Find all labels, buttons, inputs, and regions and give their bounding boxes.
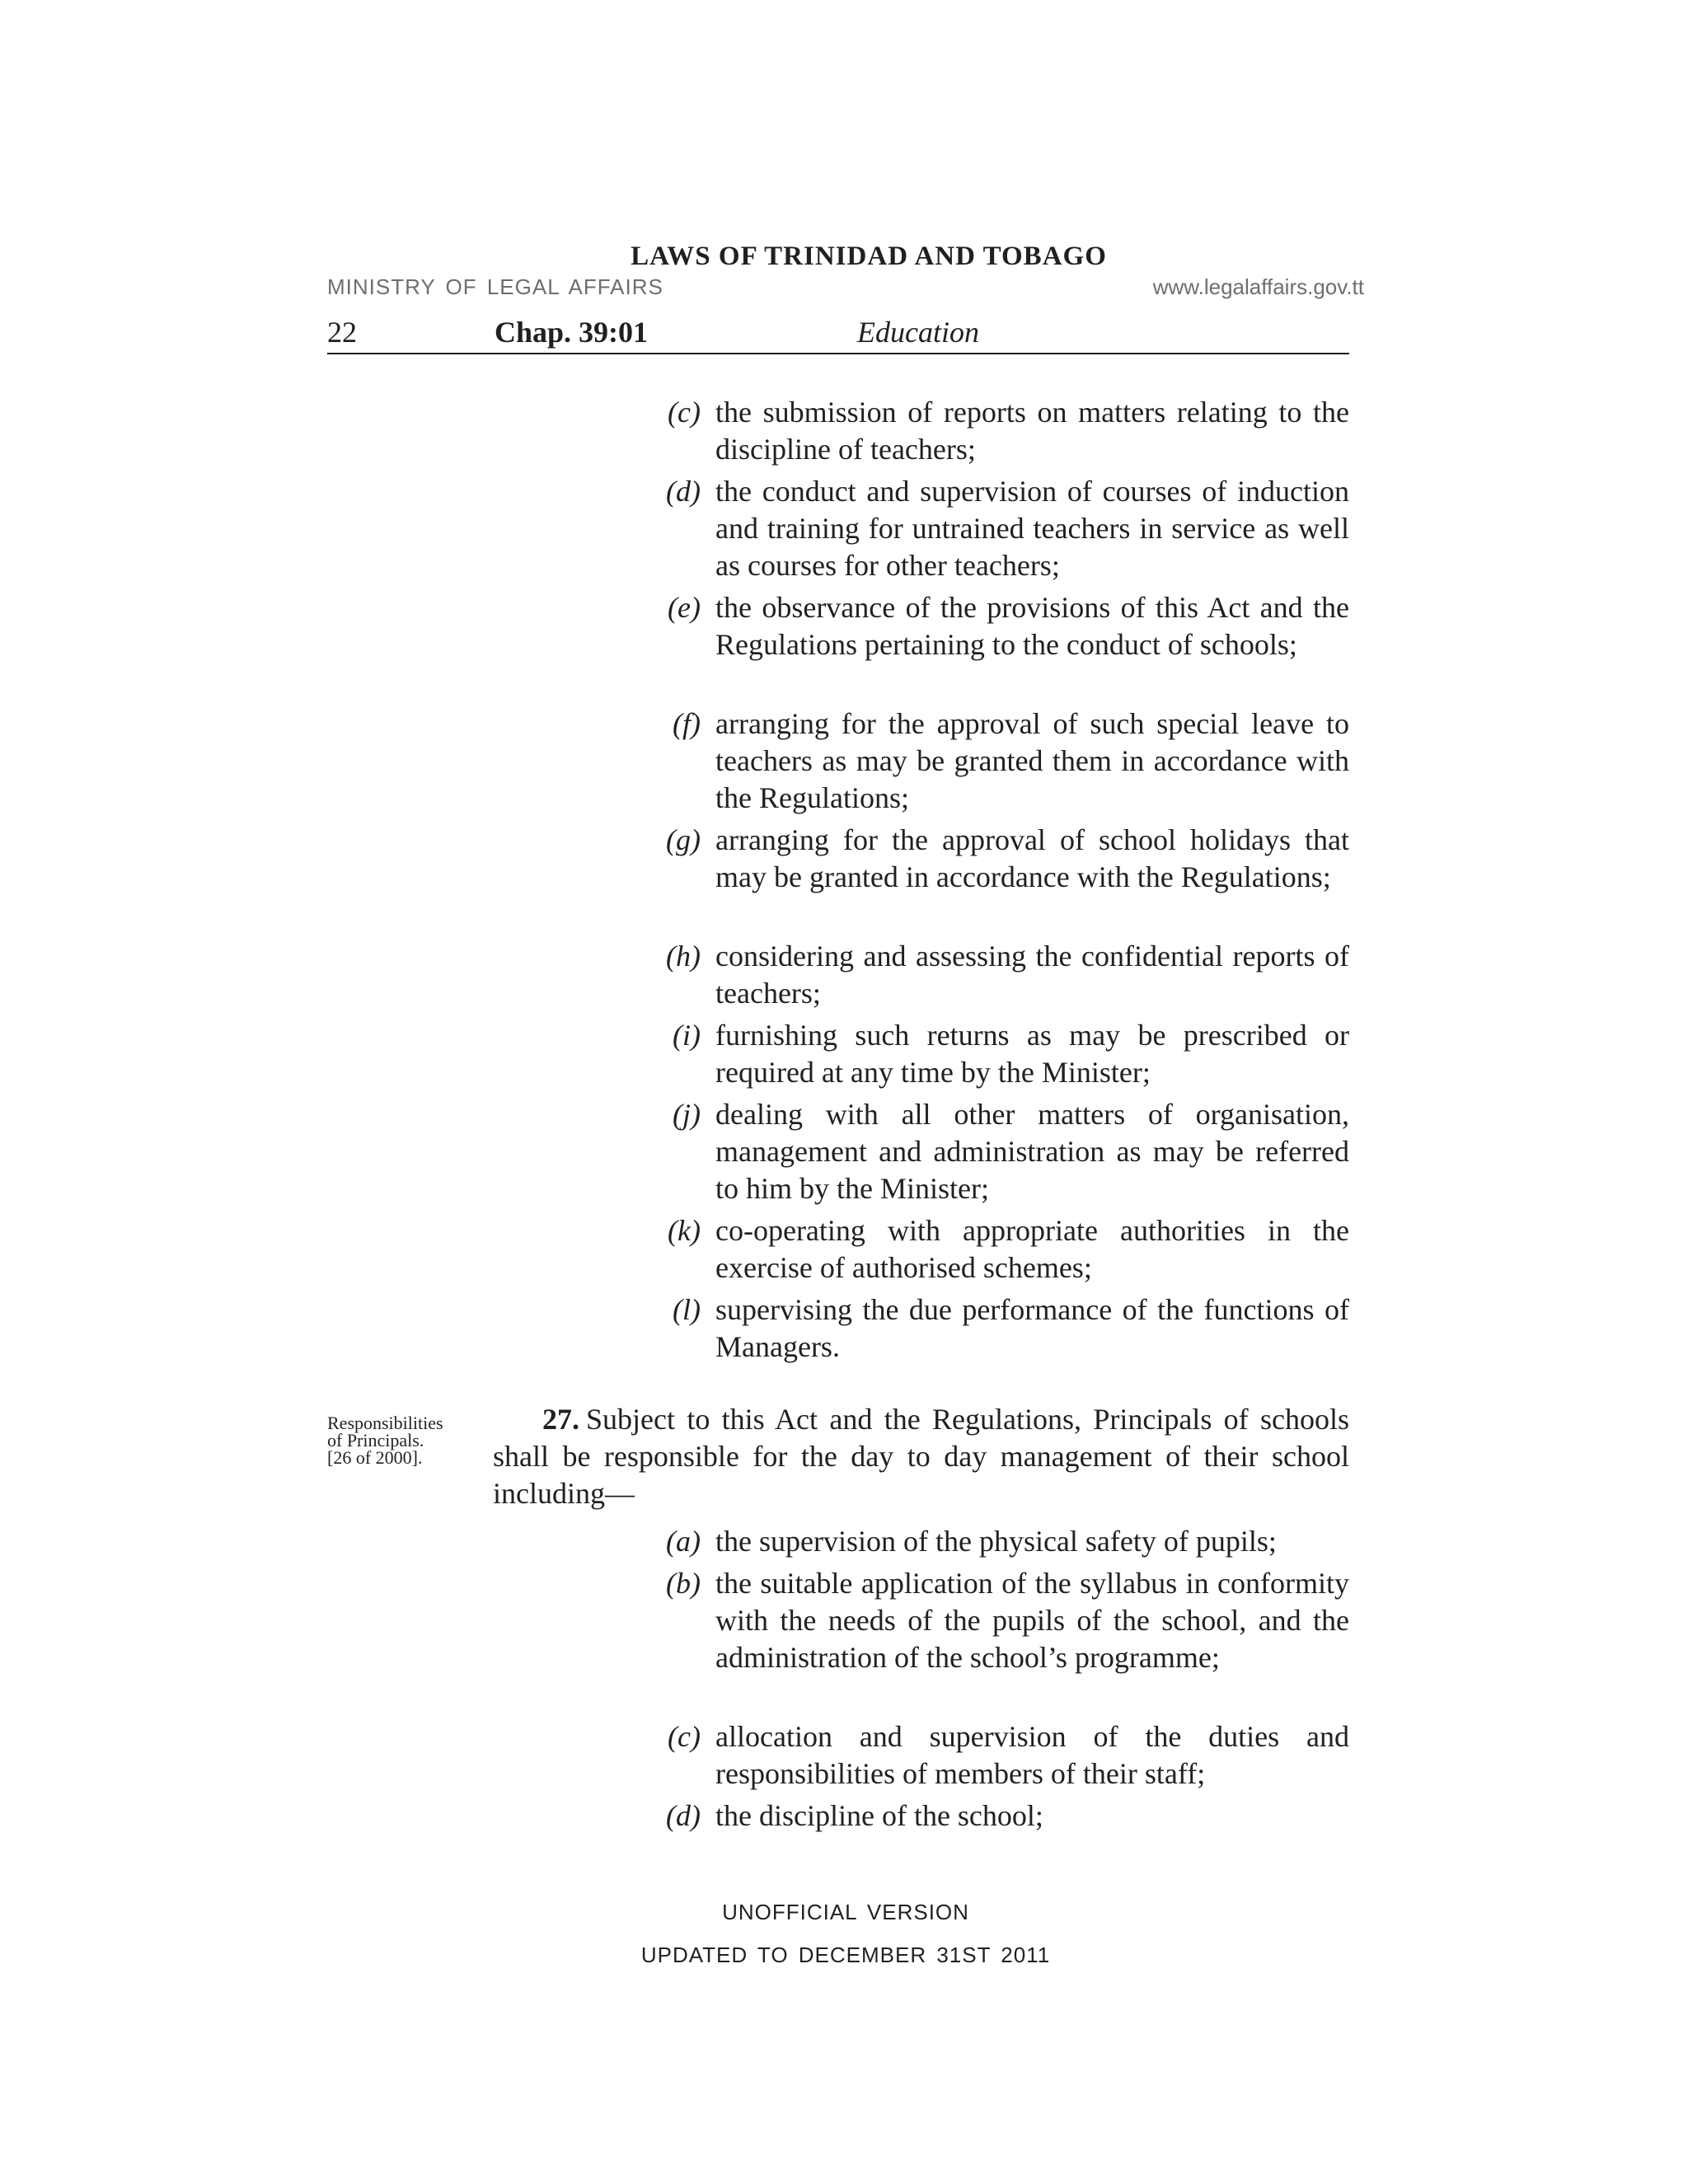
list-item [659, 394, 1349, 468]
list-item [659, 1565, 1349, 1676]
item-label: (f) [673, 707, 701, 740]
item-text: the supervision of the physical safety of pupils; [715, 1525, 1277, 1558]
item-text: supervising the due performance of the functions of Managers. [715, 1293, 1349, 1363]
item-text: allocation and supervision of the duties and responsibilities of members of their staff; [715, 1720, 1349, 1790]
item-label: (d) [666, 1799, 701, 1832]
list-item [659, 1797, 1349, 1835]
item-label: (e) [668, 591, 701, 624]
item-text: dealing with all other matters of organisation, management and administration as may be referred to him by the Minister; [715, 1098, 1349, 1205]
item-label: (j) [673, 1098, 701, 1131]
list-item [659, 705, 1349, 817]
item-label: (d) [666, 475, 701, 508]
list-item [659, 1718, 1349, 1793]
marginal-note-line: of Principals. [327, 1430, 424, 1451]
list-item [659, 1096, 1349, 1207]
item-label: (h) [666, 940, 701, 972]
chapter-label: Chap. 39:01 [495, 316, 649, 349]
item-label: (l) [673, 1293, 701, 1326]
footer-unofficial: UNOFFICIAL VERSION [722, 1900, 969, 1924]
item-label: (g) [666, 823, 701, 856]
item-label: (c) [668, 396, 701, 429]
list-item [659, 822, 1349, 896]
item-text: the discipline of the school; [715, 1799, 1043, 1832]
subject-label: Education [857, 316, 979, 349]
ministry-label: MINISTRY OF LEGAL AFFAIRS [327, 274, 663, 299]
list-item [659, 1212, 1349, 1286]
item-text: furnishing such returns as may be prescribed or required at any time by the Minister; [715, 1019, 1349, 1089]
item-text: co-operating with appropriate authorities in the exercise of authorised schemes; [715, 1214, 1349, 1284]
list-item [659, 1523, 1349, 1560]
footer-updated: UPDATED TO DECEMBER 31ST 2011 [640, 1943, 1051, 1967]
list-item [659, 1017, 1349, 1091]
item-text: considering and assessing the confidential reports of teachers; [715, 940, 1349, 1010]
marginal-note [327, 1414, 471, 1466]
item-label: (b) [666, 1567, 701, 1600]
section-text: Subject to this Act and the Regulations, Principals of schools shall be responsible for the day to day management of their school including— [493, 1403, 1349, 1510]
section-number: 27. [542, 1403, 579, 1436]
item-text: the suitable application of the syllabus in conformity with the needs of the pupils of the school, and the administration of the school’s programme; [715, 1567, 1349, 1674]
marginal-note-line: [26 of 2000]. [327, 1447, 423, 1468]
item-label: (i) [673, 1019, 701, 1052]
item-text: the submission of reports on matters relating to the discipline of teachers; [715, 396, 1349, 466]
item-text: arranging for the approval of school holidays that may be granted in accordance with the Regulations; [715, 823, 1349, 893]
list-item [659, 473, 1349, 584]
list-item [659, 589, 1349, 663]
header-divider [327, 353, 1349, 354]
item-label: (k) [668, 1214, 701, 1247]
list-item [659, 1291, 1349, 1366]
item-text: arranging for the approval of such special leave to teachers as may be granted them in accordance with the Regulations; [715, 707, 1349, 814]
item-label: (a) [666, 1525, 701, 1558]
section-27 [493, 1401, 1349, 1512]
law-title: LAWS OF TRINIDAD AND TOBAGO [631, 241, 1107, 271]
website-link[interactable]: www.legalaffairs.gov.tt [1152, 274, 1364, 299]
item-text: the observance of the provisions of this Act and the Regulations pertaining to the conduct of schools; [715, 591, 1349, 661]
item-label: (c) [668, 1720, 701, 1753]
item-text: the conduct and supervision of courses of induction and training for untrained teachers in service as well as courses for other teachers; [715, 475, 1349, 582]
list-item [659, 938, 1349, 1012]
page-number: 22 [327, 316, 357, 349]
marginal-note-line: Responsibilities [327, 1413, 443, 1433]
